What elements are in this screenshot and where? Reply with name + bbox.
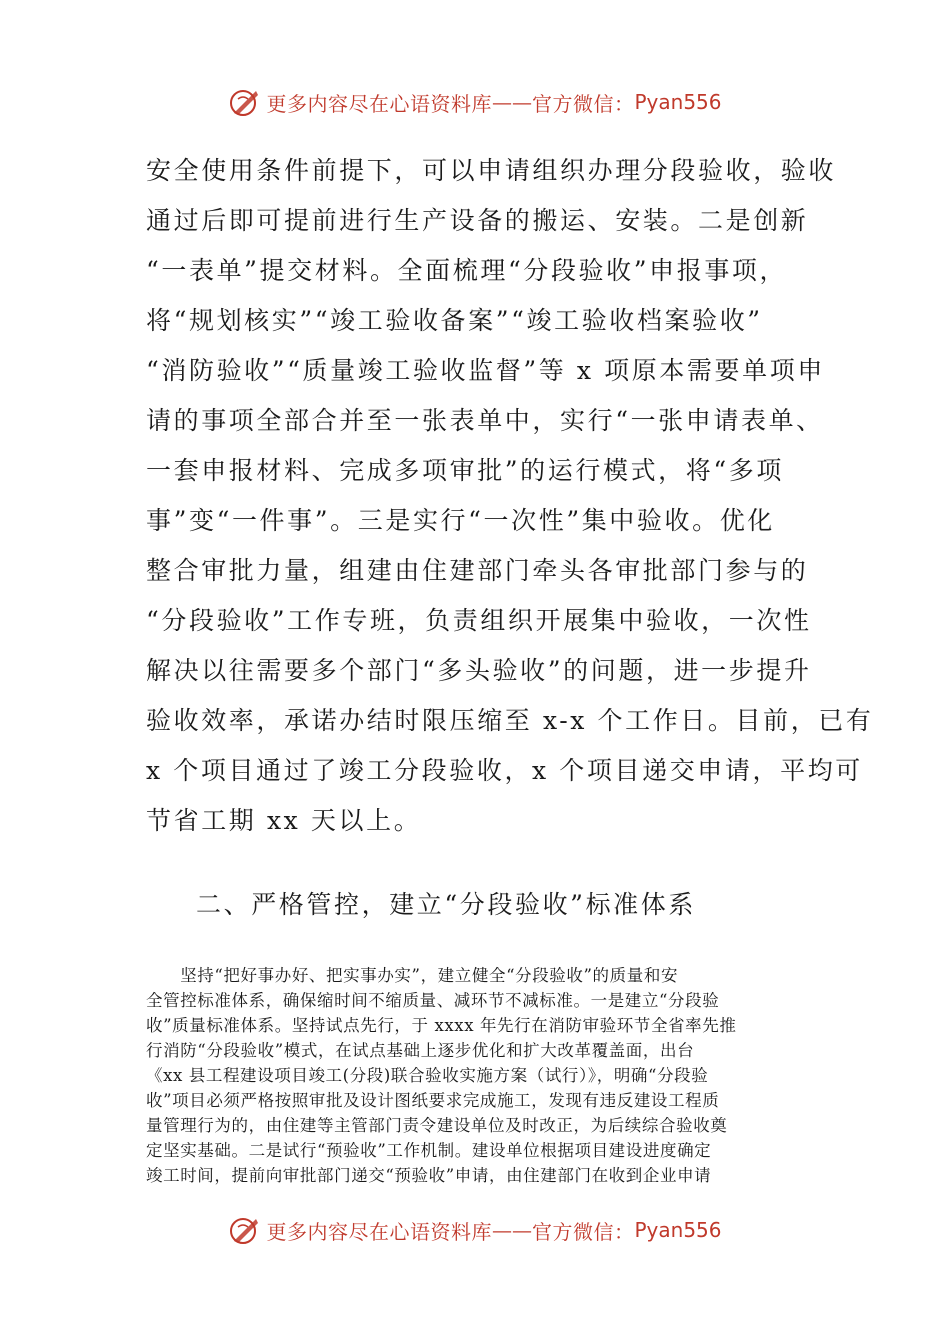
quill-logo-icon [228,85,262,119]
paragraph-line: 通过后即可提前进行生产设备的搬运、安装。二是创新 [146,206,809,235]
paragraph-line: 量管理行为的，由住建等主管部门责令建设单位及时改正，为后续综合验收奠 [146,1116,728,1135]
watermark-separator: —— [491,90,532,114]
watermark-text: 更多内容尽在心语资料库 [266,1219,492,1244]
header-watermark [0,82,950,122]
paragraph-line: 坚持“把好事办好、把实事办实”，建立健全“分段验收”的质量和安 [146,966,679,985]
paragraph-line: x 个项目通过了竣工分段验收，x 个项目递交申请，平均可 [146,756,863,785]
watermark-wechat-label: 官方微信： [531,91,635,116]
watermark-wechat-label: 官方微信： [531,1219,635,1244]
paragraph-line: 节省工期 xx 天以上。 [146,806,422,835]
paragraph-line: 安全使用条件前提下，可以申请组织办理分段验收，验收 [146,156,837,185]
paragraph-line: “分段验收”工作专班，负责组织开展集中验收，一次性 [146,606,812,635]
paragraph-line: “消防验收”“质量竣工验收监督”等 x 项原本需要单项申 [146,356,825,385]
paragraph-line: 《xx 县工程建设项目竣工(分段)联合验收实施方案（试行）》，明确“分段验 [146,1066,709,1085]
paragraph-line: 收”质量标准体系。坚持试点先行，于 xxxx 年先行在消防审验环节全省率先推 [146,1016,737,1035]
paragraph-line: 事”变“一件事”。三是实行“一次性”集中验收。优化 [146,506,775,535]
paragraph-line: 定坚实基础。二是试行“预验收”工作机制。建设单位根据项目建设进度确定 [146,1141,712,1160]
paragraph-line: 竣工时间，提前向审批部门递交“预验收”申请，由住建部门在收到企业申请 [146,1166,712,1185]
paragraph-line: 验收效率，承诺办结时限压缩至 x-x 个工作日。目前，已有 [146,706,874,735]
footer-watermark [0,1210,950,1250]
paragraph-line: 将“规划核实”“竣工验收备案”“竣工验收档案验收” [146,306,763,335]
quill-logo-icon [228,1213,262,1247]
paragraph-line: 一套申报材料、完成多项审批”的运行模式，将“多项 [146,456,784,485]
paragraph-line: 请的事项全部合并至一张表单中，实行“一张申请表单、 [146,406,824,435]
paragraph-line: 行消防“分段验收”模式，在试点基础上逐步优化和扩大改革覆盖面，出台 [146,1041,695,1060]
watermark-separator: —— [491,1218,532,1242]
paragraph-line: 整合审批力量，组建由住建部门牵头各审批部门参与的 [146,556,809,585]
paragraph-line: 解决以往需要多个部门“多头验收”的问题，进一步提升 [146,656,812,685]
section-heading: 二、严格管控，建立“分段验收”标准体系 [196,890,696,919]
paragraph-line: 收”项目必须严格按照审批及设计图纸要求完成施工，发现有违反建设工程质 [146,1091,720,1110]
paragraph-line: 全管控标准体系，确保缩时间不缩质量、减环节不减标准。一是建立“分段验 [146,991,720,1010]
watermark-wechat-id: Pyan556 [634,90,722,114]
watermark-text: 更多内容尽在心语资料库 [266,91,492,116]
paragraph-line: “一表单”提交材料。全面梳理“分段验收”申报事项， [146,256,788,285]
watermark-wechat-id: Pyan556 [634,1218,722,1242]
